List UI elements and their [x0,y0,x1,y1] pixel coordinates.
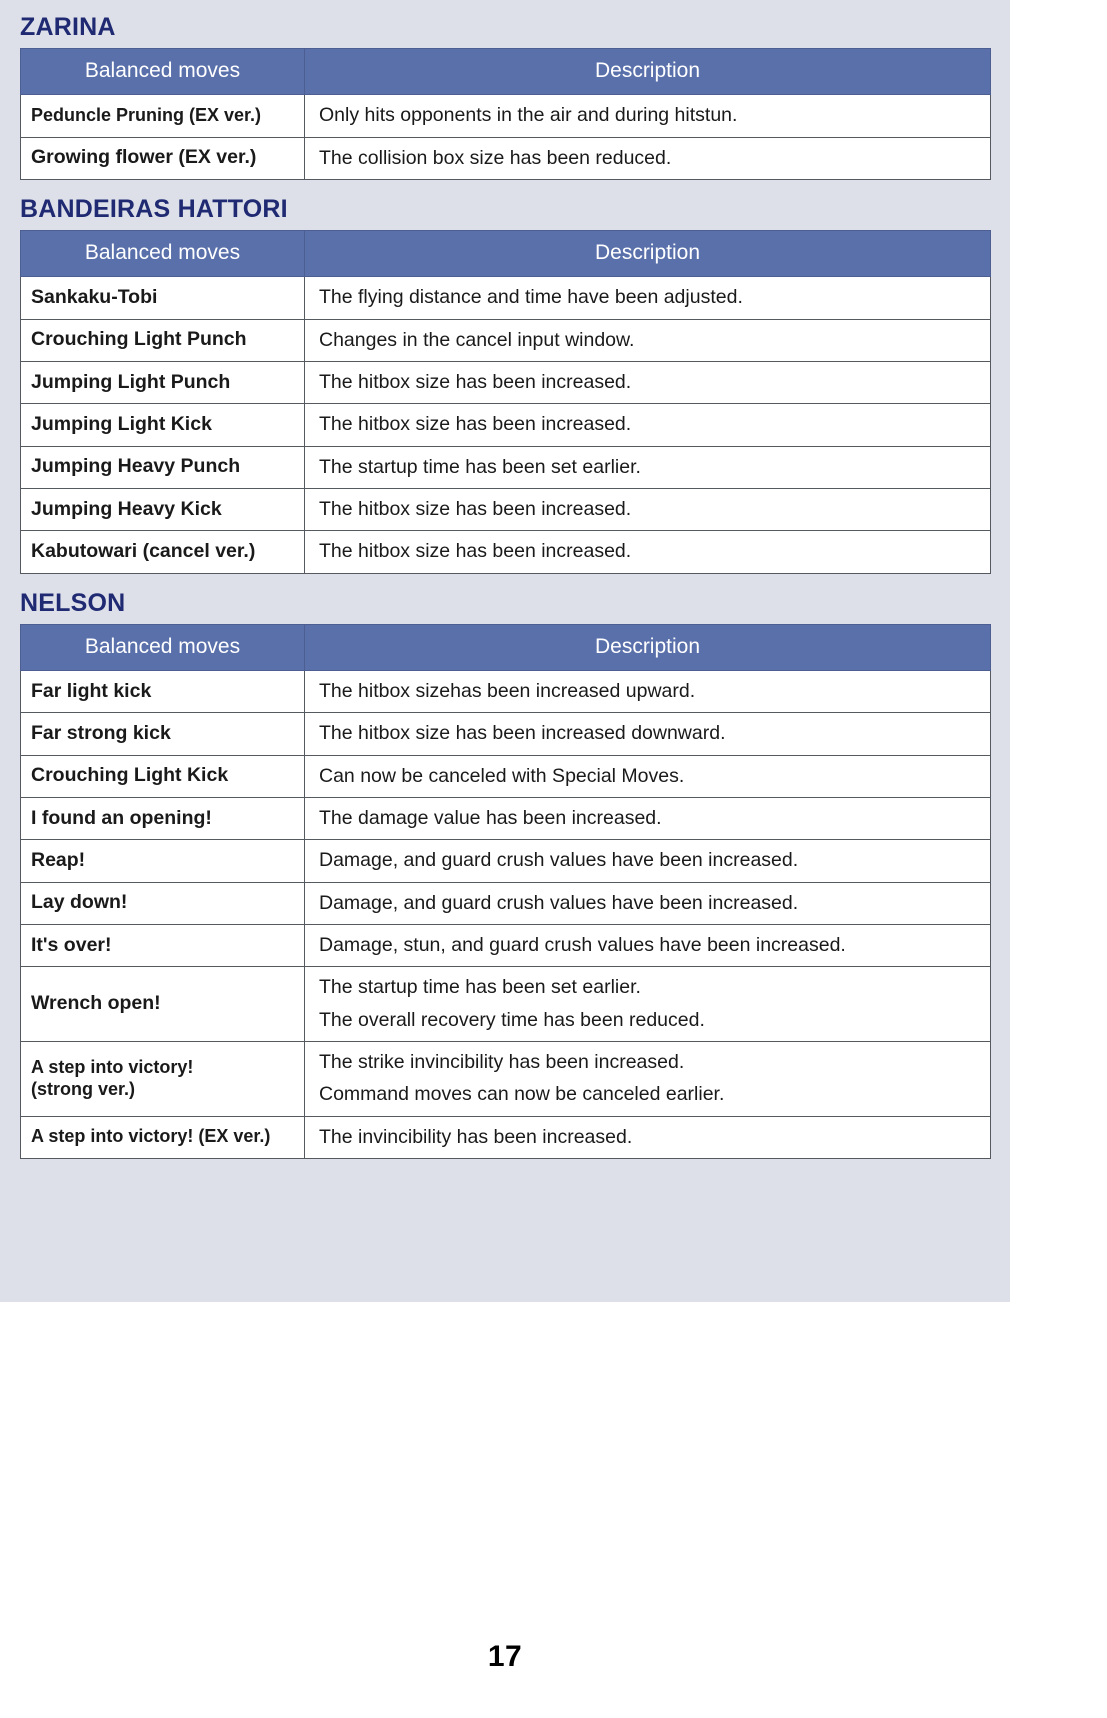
move-name-cell: Sankaku-Tobi [21,277,305,319]
table-row [21,924,991,966]
section-title: BANDEIRAS HATTORI [20,194,288,223]
move-name-cell: Lay down! [21,882,305,924]
description-line: Changes in the cancel input window. [319,328,635,351]
move-name-cell: I found an opening! [21,797,305,839]
description-line: The hitbox size has been increased. [319,497,632,520]
description-line: The hitbox size has been increased. [319,413,632,436]
move-name-cell: Jumping Light Punch [21,361,305,403]
description-cell [305,488,991,530]
character-section [20,14,990,180]
move-name-cell: It's over! [21,924,305,966]
description-cell [305,137,991,179]
description-line: The flying distance and time have been adjusted. [319,286,743,309]
description-cell [305,924,991,966]
description-cell [305,446,991,488]
table-header-row [21,49,991,95]
move-name-cell: A step into victory! (EX ver.) [21,1116,305,1158]
table-row [21,95,991,137]
description-cell [305,840,991,882]
table-row [21,446,991,488]
move-name-cell: Far light kick [21,670,305,712]
column-header-description: Description [305,231,991,277]
column-header-move: Balanced moves [21,624,305,670]
description-cell [305,670,991,712]
move-name-cell: Crouching Light Punch [21,319,305,361]
table-header-row [21,624,991,670]
column-header-description: Description [305,49,991,95]
character-section [20,580,990,1159]
move-name-cell: Crouching Light Kick [21,755,305,797]
description-line: Can now be canceled with Special Moves. [319,764,685,787]
description-line: The overall recovery time has been reduced. [319,1008,705,1031]
description-cell [305,531,991,573]
description-cell [305,882,991,924]
description-line: Damage, and guard crush values have been increased. [319,891,799,914]
description-cell [305,1116,991,1158]
move-name-cell: Jumping Heavy Punch [21,446,305,488]
table-row [21,1116,991,1158]
description-cell [305,277,991,319]
move-name-cell: Peduncle Pruning (EX ver.) [21,95,305,137]
description-line: The hitbox size has been increased downward. [319,722,726,745]
table-row [21,670,991,712]
column-header-move: Balanced moves [21,231,305,277]
description-line: Damage, stun, and guard crush values have been increased. [319,933,846,956]
description-line: The hitbox size has been increased. [319,540,632,563]
column-header-description: Description [305,624,991,670]
table-header-row [21,231,991,277]
table-row [21,531,991,573]
description-line: Only hits opponents in the air and during hitstun. [319,104,738,127]
table-row [21,840,991,882]
table-row [21,882,991,924]
move-name-cell: Kabutowari (cancel ver.) [21,531,305,573]
description-line: The hitbox size has been increased. [319,370,632,393]
move-name-cell: A step into victory! (strong ver.) [21,1041,305,1116]
description-line: The invincibility has been increased. [319,1125,633,1148]
balanced-moves-table [20,48,991,180]
section-title: ZARINA [20,13,116,41]
move-name-cell: Jumping Light Kick [21,404,305,446]
description-cell [305,95,991,137]
table-row [21,797,991,839]
description-cell [305,1041,991,1116]
table-row [21,361,991,403]
description-cell [305,361,991,403]
description-cell [305,319,991,361]
section-title: NELSON [20,588,126,617]
description-cell [305,713,991,755]
description-line: The startup time has been set earlier. [319,976,641,999]
description-cell [305,967,991,1042]
page-number: 17 [487,1640,523,1673]
move-name-cell: Jumping Heavy Kick [21,488,305,530]
table-row [21,137,991,179]
table-row [21,404,991,446]
description-line: The hitbox sizehas been increased upward. [319,679,696,702]
move-name-cell: Wrench open! [21,967,305,1042]
table-row [21,755,991,797]
table-row [21,967,991,1042]
move-name-cell: Growing flower (EX ver.) [21,137,305,179]
description-line: The startup time has been set earlier. [319,455,641,478]
description-cell [305,404,991,446]
table-row [21,713,991,755]
description-cell [305,755,991,797]
table-row [21,1041,991,1116]
description-line: Command moves can now be canceled earlier. [319,1083,725,1106]
description-line: The damage value has been increased. [319,806,662,829]
balanced-moves-table [20,230,991,573]
description-cell [305,797,991,839]
table-row [21,277,991,319]
description-line: Damage, and guard crush values have been increased. [319,849,799,872]
balanced-moves-table [20,624,991,1159]
sections-container [20,14,990,1159]
description-line: The strike invincibility has been increased. [319,1050,685,1073]
move-name-cell: Far strong kick [21,713,305,755]
table-row [21,488,991,530]
character-section [20,186,990,574]
column-header-move: Balanced moves [21,49,305,95]
move-name-cell: Reap! [21,840,305,882]
description-line: The collision box size has been reduced. [319,146,672,169]
table-row [21,319,991,361]
